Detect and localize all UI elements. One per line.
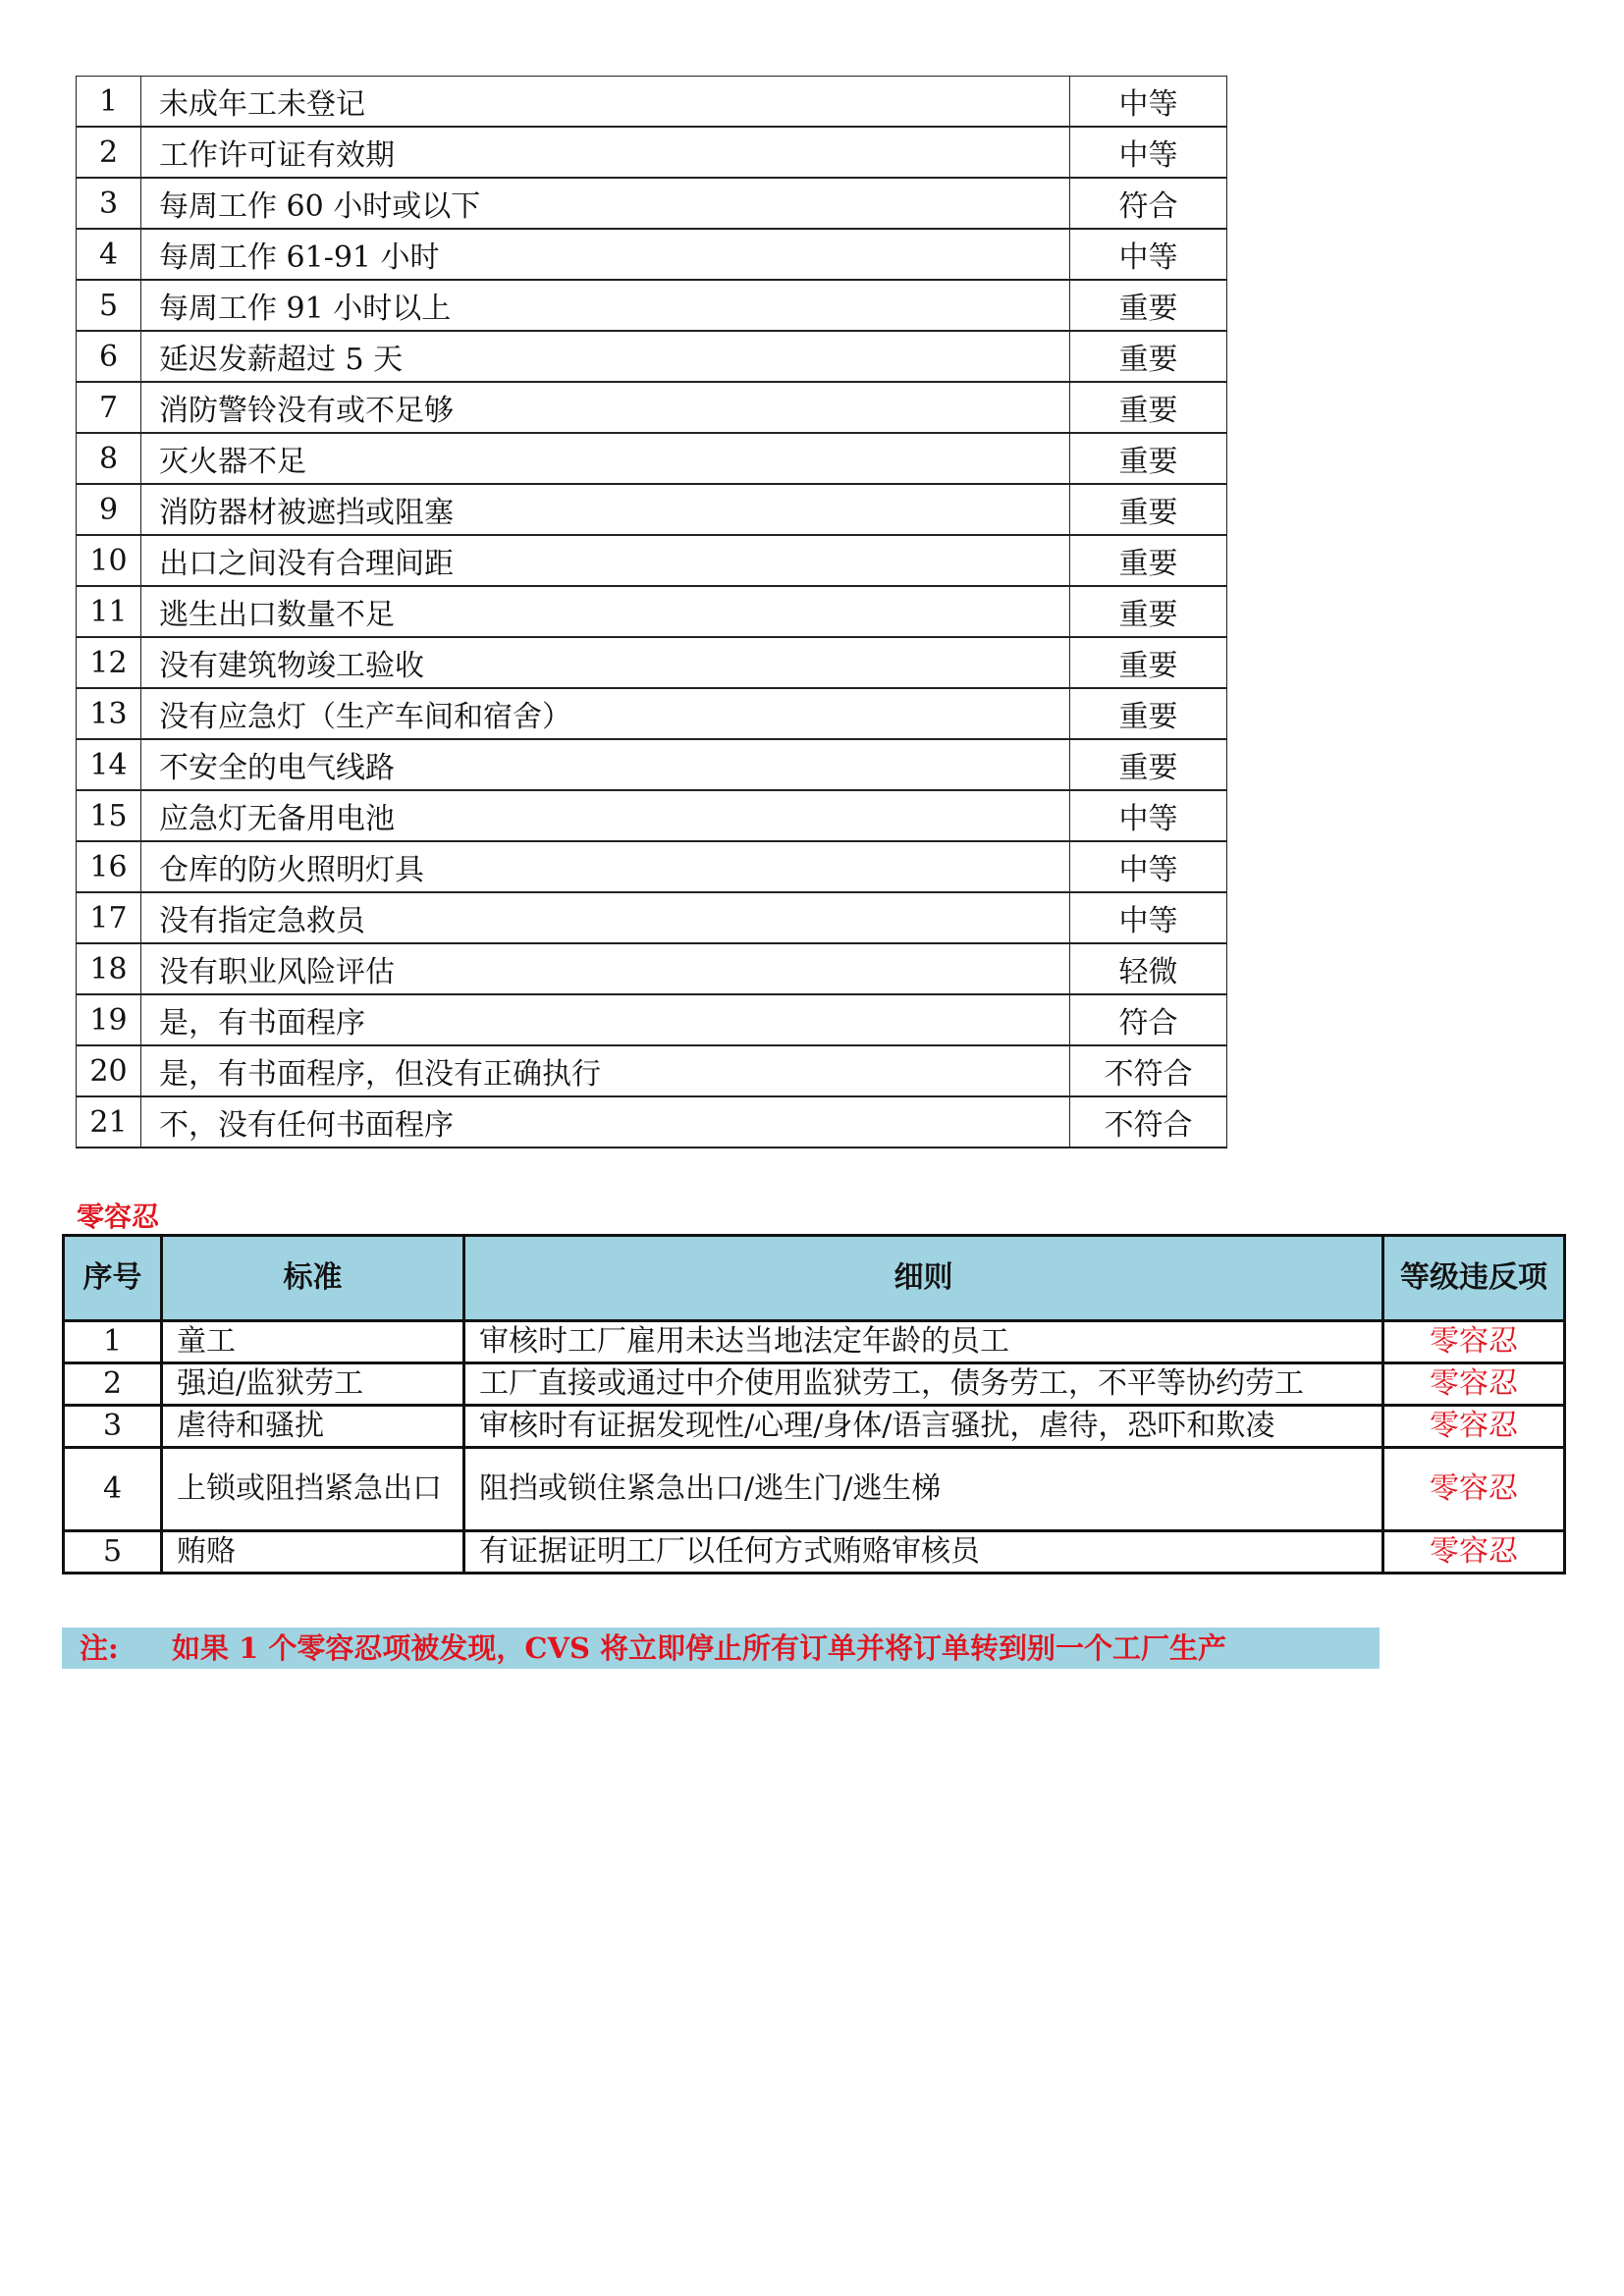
- violation-rating: 中等: [1070, 841, 1227, 892]
- zt-row-num: 4: [64, 1448, 162, 1531]
- zt-row-level: 零容忍: [1383, 1321, 1565, 1363]
- violation-rating: 重要: [1070, 535, 1227, 586]
- violation-item: 延迟发薪超过 5 天: [141, 331, 1070, 382]
- table-row: [64, 1321, 1565, 1363]
- violation-item: 应急灯无备用电池: [141, 790, 1070, 841]
- header-standard: 标准: [162, 1236, 464, 1321]
- table-row: [77, 892, 1227, 943]
- violation-rating: 重要: [1070, 433, 1227, 484]
- note-label: 注:: [80, 1631, 119, 1665]
- table-row: [77, 637, 1227, 688]
- zt-row-standard: 童工: [162, 1321, 464, 1363]
- violation-num: 7: [77, 382, 141, 433]
- violation-rating: 中等: [1070, 790, 1227, 841]
- zt-row-level: 零容忍: [1383, 1531, 1565, 1574]
- zt-row-detail: 审核时工厂雇用未达当地法定年龄的员工: [464, 1321, 1383, 1363]
- violation-item: 不，没有任何书面程序: [141, 1096, 1070, 1148]
- violation-num: 13: [77, 688, 141, 739]
- violation-rating: 重要: [1070, 280, 1227, 331]
- violation-rating: 中等: [1070, 127, 1227, 178]
- table-row: [77, 1096, 1227, 1148]
- violation-num: 17: [77, 892, 141, 943]
- table-row: [77, 127, 1227, 178]
- violation-num: 14: [77, 739, 141, 790]
- violation-num: 11: [77, 586, 141, 637]
- violation-rating: 中等: [1070, 229, 1227, 280]
- table-row: [77, 484, 1227, 535]
- violation-num: 2: [77, 127, 141, 178]
- violation-num: 16: [77, 841, 141, 892]
- violation-rating: 重要: [1070, 688, 1227, 739]
- violation-num: 21: [77, 1096, 141, 1148]
- zt-row-num: 3: [64, 1406, 162, 1448]
- violation-rating: 重要: [1070, 382, 1227, 433]
- violation-item: 每周工作 91 小时以上: [141, 280, 1070, 331]
- violation-num: 5: [77, 280, 141, 331]
- header-num: 序号: [64, 1236, 162, 1321]
- violation-num: 19: [77, 994, 141, 1045]
- violation-rating: 中等: [1070, 892, 1227, 943]
- violation-rating: 符合: [1070, 994, 1227, 1045]
- violation-rating: 重要: [1070, 637, 1227, 688]
- violations-table-body: [77, 77, 1227, 1148]
- zt-row-standard: 上锁或阻挡紧急出口: [162, 1448, 464, 1531]
- header-detail: 细则: [464, 1236, 1383, 1321]
- zt-row-level: 零容忍: [1383, 1448, 1565, 1531]
- table-row: [77, 790, 1227, 841]
- table-row: [77, 382, 1227, 433]
- violation-item: 每周工作 60 小时或以下: [141, 178, 1070, 229]
- zt-row-num: 5: [64, 1531, 162, 1574]
- violation-num: 18: [77, 943, 141, 994]
- violation-item: 未成年工未登记: [141, 77, 1070, 128]
- violation-rating: 重要: [1070, 331, 1227, 382]
- violation-rating: 不符合: [1070, 1045, 1227, 1096]
- violation-rating: 不符合: [1070, 1096, 1227, 1148]
- table-row: [77, 739, 1227, 790]
- table-row: [77, 178, 1227, 229]
- violation-num: 3: [77, 178, 141, 229]
- table-row: [64, 1406, 1565, 1448]
- violation-rating: 重要: [1070, 739, 1227, 790]
- violation-num: 4: [77, 229, 141, 280]
- zt-row-level: 零容忍: [1383, 1363, 1565, 1406]
- violation-item: 是，有书面程序: [141, 994, 1070, 1045]
- zt-row-standard: 贿赂: [162, 1531, 464, 1574]
- violation-rating: 重要: [1070, 484, 1227, 535]
- table-row: [77, 229, 1227, 280]
- violation-num: 12: [77, 637, 141, 688]
- zt-row-num: 1: [64, 1321, 162, 1363]
- violation-item: 出口之间没有合理间距: [141, 535, 1070, 586]
- violation-item: 工作许可证有效期: [141, 127, 1070, 178]
- violation-num: 1: [77, 77, 141, 128]
- violation-num: 6: [77, 331, 141, 382]
- violation-num: 9: [77, 484, 141, 535]
- zt-row-detail: 审核时有证据发现性/心理/身体/语言骚扰，虐待，恐吓和欺凌: [464, 1406, 1383, 1448]
- zt-row-level: 零容忍: [1383, 1406, 1565, 1448]
- violation-item: 灭火器不足: [141, 433, 1070, 484]
- table-row: [77, 841, 1227, 892]
- note-text: 如果 1 个零容忍项被发现，CVS 将立即停止所有订单并将订单转到别一个工厂生产: [172, 1631, 1226, 1665]
- table-row: [77, 586, 1227, 637]
- table-row: [77, 688, 1227, 739]
- violation-item: 没有建筑物竣工验收: [141, 637, 1070, 688]
- violation-item: 仓库的防火照明灯具: [141, 841, 1070, 892]
- zt-row-detail: 工厂直接或通过中介使用监狱劳工，债务劳工，不平等协约劳工: [464, 1363, 1383, 1406]
- note-banner: [62, 1628, 1380, 1669]
- violation-num: 15: [77, 790, 141, 841]
- table-row: [77, 1045, 1227, 1096]
- violation-num: 8: [77, 433, 141, 484]
- zt-row-num: 2: [64, 1363, 162, 1406]
- violation-num: 20: [77, 1045, 141, 1096]
- violation-num: 10: [77, 535, 141, 586]
- zt-row-detail: 有证据证明工厂以任何方式贿赂审核员: [464, 1531, 1383, 1574]
- violation-rating: 轻微: [1070, 943, 1227, 994]
- zt-row-detail: 阻挡或锁住紧急出口/逃生门/逃生梯: [464, 1448, 1383, 1531]
- table-row: [64, 1531, 1565, 1574]
- table-row: [77, 433, 1227, 484]
- table-row: [77, 77, 1227, 128]
- violation-rating: 重要: [1070, 586, 1227, 637]
- violations-table: [76, 76, 1227, 1148]
- zero-tolerance-header-row: [64, 1236, 1565, 1321]
- table-row: [77, 535, 1227, 586]
- violation-item: 没有应急灯（生产车间和宿舍）: [141, 688, 1070, 739]
- header-level: 等级违反项: [1383, 1236, 1565, 1321]
- violation-item: 没有职业风险评估: [141, 943, 1070, 994]
- violation-item: 是，有书面程序，但没有正确执行: [141, 1045, 1070, 1096]
- violation-item: 消防警铃没有或不足够: [141, 382, 1070, 433]
- zero-tolerance-title: 零容忍: [77, 1201, 160, 1233]
- table-row: [77, 331, 1227, 382]
- zt-row-standard: 虐待和骚扰: [162, 1406, 464, 1448]
- violation-item: 没有指定急救员: [141, 892, 1070, 943]
- violation-item: 消防器材被遮挡或阻塞: [141, 484, 1070, 535]
- table-row: [77, 280, 1227, 331]
- table-row: [77, 943, 1227, 994]
- violation-rating: 中等: [1070, 77, 1227, 128]
- violation-item: 不安全的电气线路: [141, 739, 1070, 790]
- violation-item: 每周工作 61-91 小时: [141, 229, 1070, 280]
- zero-tolerance-table: [62, 1234, 1566, 1575]
- table-row: [64, 1363, 1565, 1406]
- zt-row-standard: 强迫/监狱劳工: [162, 1363, 464, 1406]
- violation-item: 逃生出口数量不足: [141, 586, 1070, 637]
- violation-rating: 符合: [1070, 178, 1227, 229]
- table-row: [77, 994, 1227, 1045]
- table-row: [64, 1448, 1565, 1531]
